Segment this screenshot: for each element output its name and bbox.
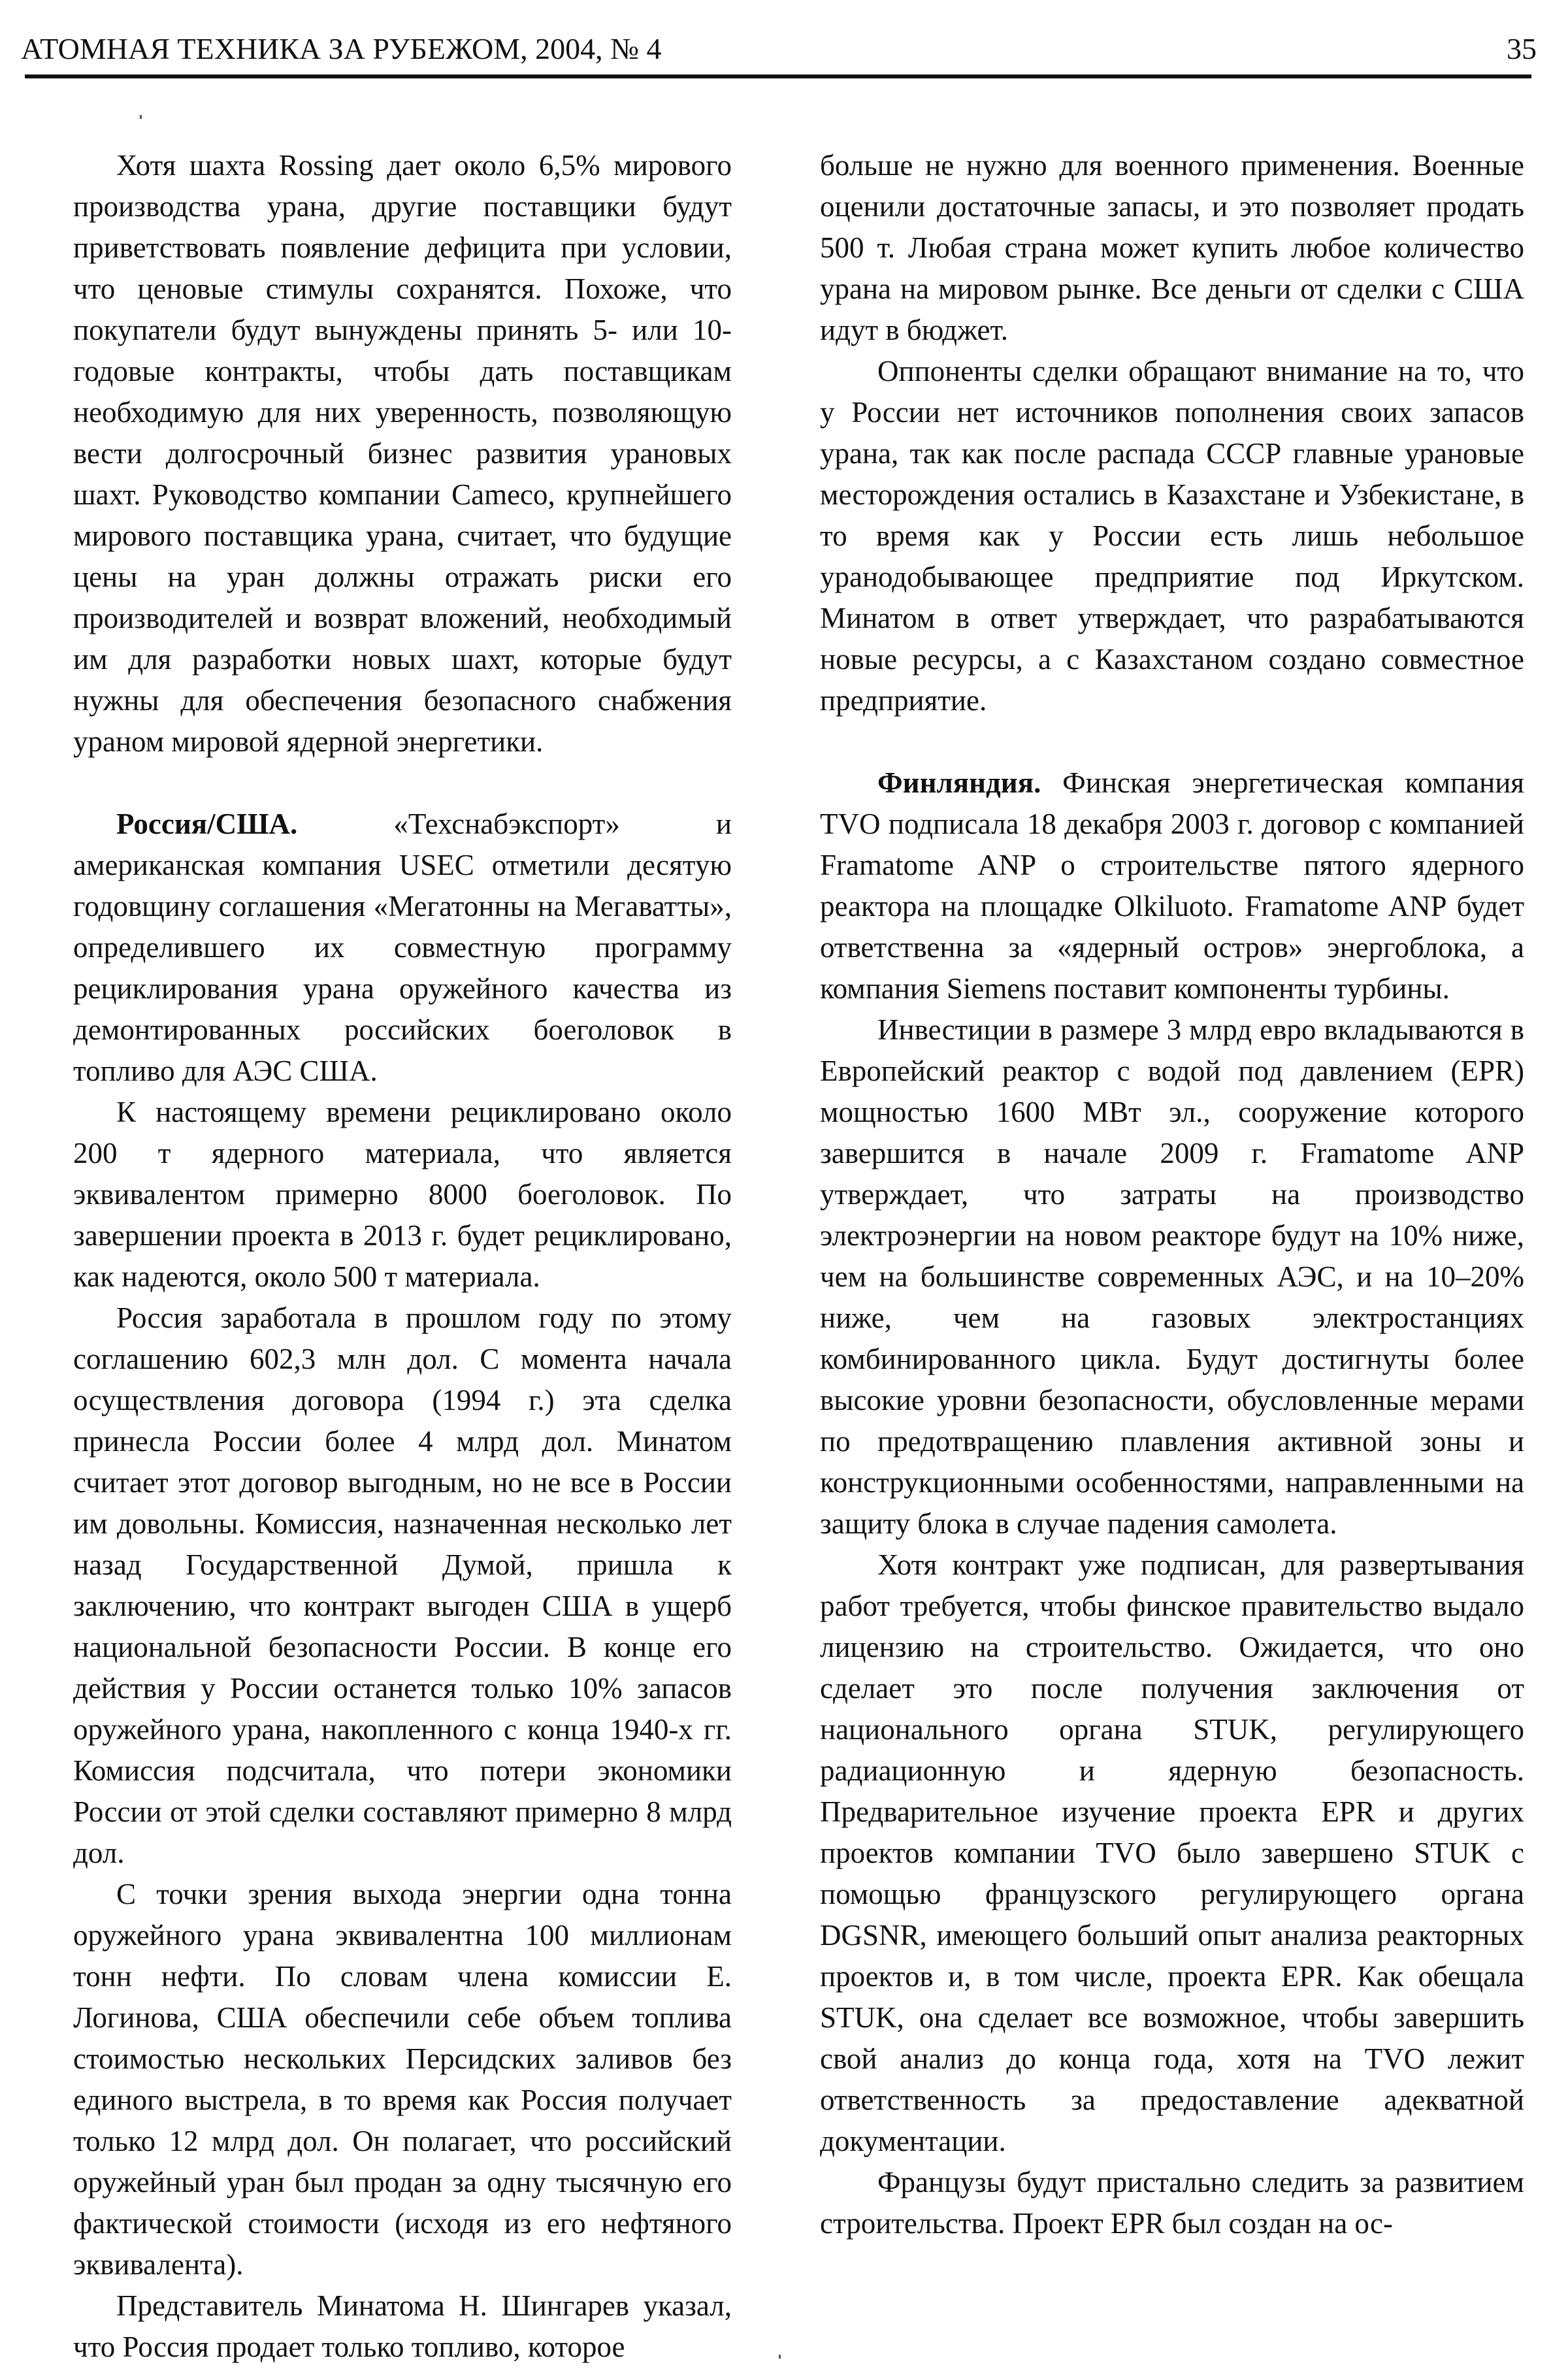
section-lead-russia-usa: Россия/США. bbox=[116, 808, 298, 840]
left-column bbox=[73, 145, 732, 2368]
right-column bbox=[820, 145, 1524, 2244]
header-rule bbox=[25, 74, 1531, 78]
scan-speck bbox=[779, 2355, 781, 2359]
running-head bbox=[21, 25, 1537, 71]
paragraph-russia-usa-heading: Россия/США. «Техснабэкспорт» и американская компания USEC отметили десятую годовщину соглашения «Мегатонны на Мегаватты», определившего их совместную программу рециклирования урана оружейного качества из демонтированных российских боеголовок в топливо для АЭС США. bbox=[73, 808, 732, 1087]
paragraph-earnings: Россия заработала в прошлом году по этому соглашению 602,3 млн дол. С момента начала осуществления договора (1994 г.) эта сделка принесла России более 4 млрд дол. Минатом считает этот договор выгодным, но не все в России им довольны. Комиссия, назначенная несколько лет назад Государственной Думой, пришла к заключению, что контракт выгоден США в ущерб национальной безопасности России. В конце его действия у России останется только 10% запасов оружейного урана, накопленного с конца 1940-х гг. Комиссия подсчитала, что потери экономики России от этой сделки составляют примерно 8 млрд дол. bbox=[73, 1301, 732, 1869]
paragraph-rossing: Хотя шахта Rossing дает около 6,5% мирового производства урана, другие поставщики будут приветствовать появление дефицита при условии, что ценовые стимулы сохранятся. Похоже, что покупатели будут вынуждены принять 5- или 10-годовые контракты, чтобы дать поставщикам необходимую для них уверенность, позволяющую вести долгосрочный бизнес развития урановых шахт. Руководство компании Cameco, крупнейшего мирового поставщика урана, считает, что будущие цены на уран должны отражать риски его производителей и возврат вложений, необходимый им для разработки новых шахт, которые будут нужны для обеспечения безопасного снабжения ураном мировой ядерной энергетики. bbox=[73, 149, 732, 758]
paragraph-continuation: больше не нужно для военного применения. Военные оценили достаточные запасы, и это позволяет продать 500 т. Любая страна может купить любое количество урана на мировом рынке. Все деньги от сделки с США идут в бюджет. bbox=[820, 149, 1524, 346]
paragraph-french: Французы будут пристально следить за развитием строительства. Проект EPR был создан на ос- bbox=[820, 2166, 1524, 2240]
paragraph-license: Хотя контракт уже подписан, для развертывания работ требуется, чтобы финское правительство выдало лицензию на строительство. Ожидается, что оно сделает это после получения заключения от национального органа STUK, регулирующего радиационную и ядерную безопасность. Предварительное изучение проекта EPR и других проектов компании TVO было завершено STUK с помощью французского регулирующего органа DGSNR, имеющего больший опыт анализа реакторных проектов и, в том числе, проекта EPR. Как обещала STUK, она сделает все возможное, чтобы завершить свой анализ до конца года, хотя на TVO лежит ответственность за предоставление адекватной документации. bbox=[820, 1548, 1524, 2157]
section-lead-finland: Финляндия. bbox=[877, 766, 1041, 799]
scan-speck bbox=[140, 115, 142, 119]
paragraph-energy-equivalent: С точки зрения выхода энергии одна тонна оружейного урана эквивалентна 100 миллионам тонн нефти. По словам члена комиссии Е. Логинова, США обеспечили себе объем топлива стоимостью нескольких Персидских заливов без единого выстрела, в то время как Россия получает только 12 млрд дол. Он полагает, что российский оружейный уран был продан за одну тысячную его фактической стоимости (исходя из его нефтяного эквивалента). bbox=[73, 1878, 732, 2281]
paragraph-recycled: К настоящему времени рециклировано около 200 т ядерного материала, что является эквивалентом примерно 8000 боеголовок. По завершении проекта в 2013 г. будет рециклировано, как надеются, около 500 т материала. bbox=[73, 1096, 732, 1293]
journal-title: АТОМНАЯ ТЕХНИКА ЗА РУБЕЖОМ, 2004, № 4 bbox=[21, 32, 662, 65]
paragraph-investment: Инвестиции в размере 3 млрд евро вкладываются в Европейский реактор с водой под давлением (EPR) мощностью 1600 МВт эл., сооружение которого завершится в начале 2009 г. Framatome ANP утверждает, что затраты на производство электроэнергии на новом реакторе будут на 10% ниже, чем на большинстве современных АЭС, и на 10–20% ниже, чем на газовых электростанциях комбинированного цикла. Будут достигнуты более высокие уровни безопасности, обусловленные мерами по предотвращению плавления активной зоны и конструкционными особенностями, направленными на защиту блока в случае падения самолета. bbox=[820, 1013, 1524, 1540]
paragraph-minatom-representative: Представитель Минатома Н. Шингарев указал, что Россия продает только топливо, которое bbox=[73, 2289, 732, 2363]
page-number: 35 bbox=[1507, 32, 1537, 65]
paragraph-opponents: Оппоненты сделки обращают внимание на то, что у России нет источников пополнения своих запасов урана, так как после распада СССР главные урановые месторождения остались в Казахстане и Узбекистане, в то время как у России есть лишь небольшое уранодобывающее предприятие под Иркутском. Минатом в ответ утверждает, что разрабатываются новые ресурсы, а с Казахстаном создано совместное предприятие. bbox=[820, 355, 1524, 717]
paragraph-finland-heading: Финляндия. Финская энергетическая компания TVO подписала 18 декабря 2003 г. договор с компанией Framatome ANP о строительстве пятого ядерного реактора на площадке Olkiluoto. Framatome ANP будет ответственна за «ядерный остров» энергоблока, а компания Siemens поставит компоненты турбины. bbox=[820, 766, 1524, 1005]
